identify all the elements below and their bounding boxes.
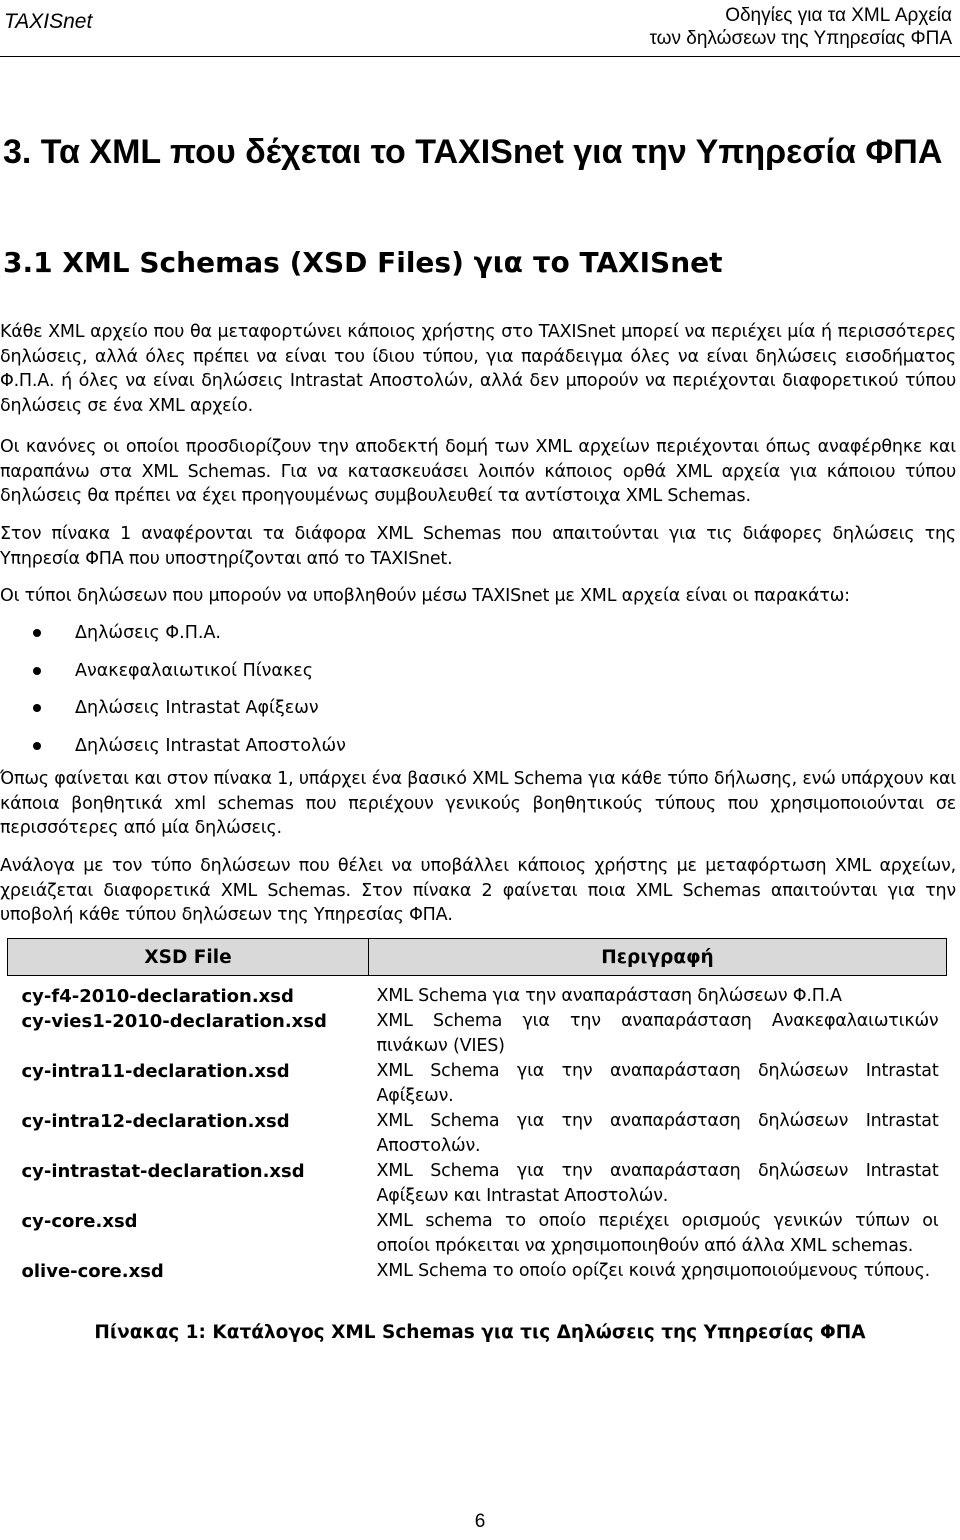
xsd-description: XML Schema για την αναπαράσταση δηλώσεων Intrastat Αφίξεων. bbox=[376, 1061, 939, 1106]
table-header-row bbox=[8, 939, 947, 976]
list-item-text: Ανακεφαλαιωτικοί Πίνακες bbox=[75, 660, 314, 681]
xsd-description: XML Schema το οποίο ορίζει κοινά χρησιμοποιούμενους τύπους. bbox=[376, 1261, 931, 1281]
paragraph-6: Ανάλογα με τον τύπο δηλώσεων που θέλει να υποβάλλει κάποιος χρήστης με μεταφόρτωση XML αρχείων, χρειάζεται διαφορετικά XML Schemas. Στον πίνακα 2 φαίνεται ποια XML Schemas απαιτούνται για την υποβολή κάθε τύπου δηλώσεων της Υπηρεσίας ΦΠΑ. bbox=[0, 856, 956, 925]
paragraph-1: Κάθε XML αρχείο που θα μεταφορτώνει κάποιος χρήστης στο TAXISnet μπορεί να περιέχει μία ή περισσότερες δηλώσεις, αλλά όλες πρέπει να είναι του ίδιου τύπου, για παράδειγμα όλες να είναι δηλώσεις εισοδήματος Φ.Π.Α. ή όλες να είναι δηλώσεις Intrastat Αποστολών, αλλά δεν μπορούν να περιέχονται διαφορετικού τύπου δηλώσεις σε ένα XML αρχείο. bbox=[0, 322, 956, 416]
subsection-title: 3.1 XML Schemas (XSD Files) για το TAXISnet bbox=[3, 246, 723, 279]
bullet-icon bbox=[33, 629, 41, 637]
header-brand: TAXISnet bbox=[4, 10, 93, 33]
page-number: 6 bbox=[474, 1511, 486, 1532]
table-row bbox=[8, 1259, 947, 1284]
table-row bbox=[8, 984, 947, 1009]
paragraph-3: Στον πίνακα 1 αναφέρονται τα διάφορα XML Schemas που απαιτούνται για τις διάφορες δηλώσεις της Υπηρεσία ΦΠΑ που υποστηρίζονται από το TAXISnet. bbox=[0, 524, 956, 569]
table-caption: Πίνακας 1: Κατάλογος XML Schemas για τις Δηλώσεις της Υπηρεσίας ΦΠΑ bbox=[94, 1322, 866, 1343]
table-row bbox=[8, 1009, 947, 1059]
xsd-description: XML schema το οποίο περιέχει ορισμούς γενικών τύπων οι οποίοι πρόκειται να χρησιμοποιηθούν από άλλα XML schemas. bbox=[376, 1211, 939, 1256]
bullet-icon bbox=[33, 667, 41, 675]
paragraph-5: Όπως φαίνεται και στον πίνακα 1, υπάρχει ένα βασικό XML Schema για κάθε τύπο δήλωσης, ενώ υπάρχουν και κάποια βοηθητικά xml schemas που περιέχουν γενικούς βοηθητικούς τύπους που χρησιμοποιούνται σε περισσότερες από μία δηλώσεις. bbox=[0, 769, 957, 838]
declaration-types-list bbox=[0, 621, 346, 771]
xsd-file-name: cy-core.xsd bbox=[21, 1211, 138, 1232]
header-document-title bbox=[649, 4, 952, 50]
xsd-description: XML Schema για την αναπαράσταση Ανακεφαλαιωτικών πινάκων (VIES) bbox=[376, 1011, 939, 1056]
xsd-file-name: cy-f4-2010-declaration.xsd bbox=[21, 986, 294, 1007]
section-title: 3. Τα XML που δέχεται το TAXISnet για την Υπηρεσία ΦΠΑ bbox=[3, 133, 943, 171]
xsd-file-name: cy-intra12-declaration.xsd bbox=[21, 1111, 290, 1132]
list-item-text: Δηλώσεις Φ.Π.Α. bbox=[75, 623, 221, 643]
list-item-text: Δηλώσεις Intrastat Αφίξεων bbox=[75, 698, 319, 718]
list-item bbox=[0, 659, 346, 697]
list-item bbox=[0, 696, 346, 734]
xsd-file-name: cy-intra11-declaration.xsd bbox=[21, 1061, 290, 1082]
header-title-line-2: των δηλώσεων της Υπηρεσίας ΦΠΑ bbox=[649, 28, 952, 49]
xsd-file-name: cy-intrastat-declaration.xsd bbox=[21, 1161, 305, 1182]
xsd-file-name: olive-core.xsd bbox=[21, 1261, 164, 1282]
paragraph-4: Οι τύποι δηλώσεων που μπορούν να υποβληθούν μέσω TAXISnet με XML αρχεία είναι οι παρακάτω: bbox=[0, 586, 850, 606]
list-item bbox=[0, 621, 346, 659]
column-header-description: Περιγραφή bbox=[369, 939, 947, 976]
list-item bbox=[0, 734, 346, 772]
list-item-text: Δηλώσεις Intrastat Αποστολών bbox=[75, 735, 346, 756]
table-row bbox=[8, 1109, 947, 1159]
bullet-icon bbox=[33, 742, 41, 750]
paragraph-2: Οι κανόνες οι οποίοι προσδιορίζουν την αποδεκτή δομή των XML αρχείων περιέχονται όπως αναφέρθηκε και παραπάνω στα XML Schemas. Για να κατασκευάσει λοιπόν κάποιος ορθά XML αρχεία για κάποιου τύπου δηλώσεις θα πρέπει να έχει προηγουμένως συμβουλευθεί τα αντίστοιχα XML Schemas. bbox=[0, 437, 956, 506]
table-row bbox=[8, 1159, 947, 1209]
xsd-description: XML Schema για την αναπαράσταση δηλώσεων Φ.Π.Α bbox=[376, 986, 842, 1006]
xsd-schemas-table bbox=[7, 938, 947, 1284]
xsd-description: XML Schema για την αναπαράσταση δηλώσεων Intrastat Αφίξεων και Intrastat Αποστολών. bbox=[376, 1161, 939, 1206]
table-row bbox=[8, 1059, 947, 1109]
xsd-description: XML Schema για την αναπαράσταση δηλώσεων Intrastat Αποστολών. bbox=[376, 1111, 939, 1156]
header-title-line-1: Οδηγίες για τα XML Αρχεία bbox=[725, 5, 952, 26]
bullet-icon bbox=[33, 704, 41, 712]
column-header-xsd-file: XSD File bbox=[8, 939, 369, 976]
header-divider bbox=[0, 56, 960, 57]
table-row bbox=[8, 1209, 947, 1259]
xsd-file-name: cy-vies1-2010-declaration.xsd bbox=[21, 1011, 327, 1032]
